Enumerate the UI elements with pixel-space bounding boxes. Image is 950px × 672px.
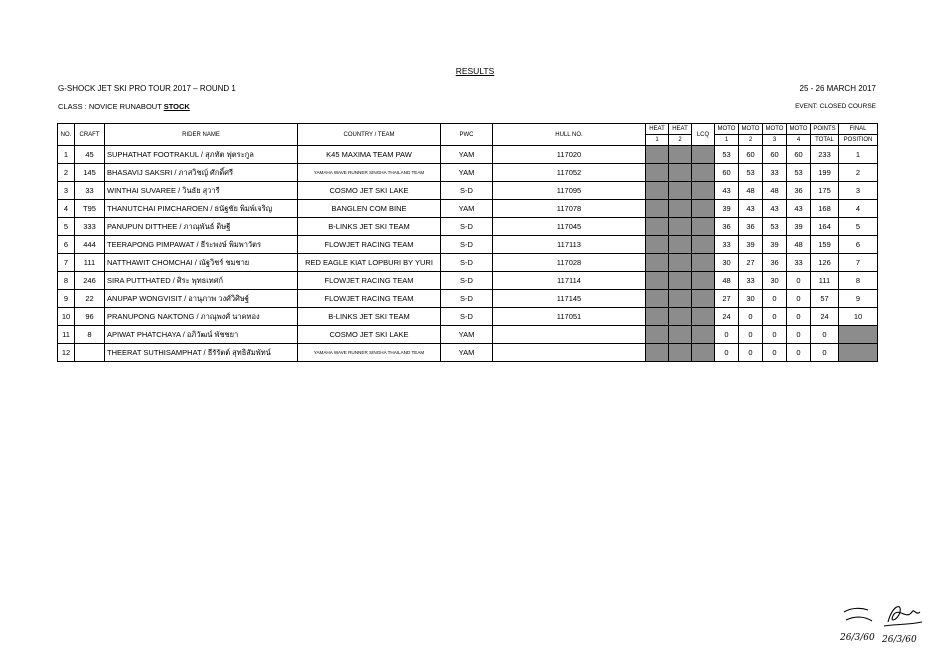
cell-moto3: 43 [763,200,787,218]
cell-lcq [692,308,715,326]
cell-rider: SUPHATHAT FOOTRAKUL / สุภทัต ฟุตระกูล [105,146,298,164]
cell-moto3: 0 [763,326,787,344]
cell-hull: 117052 [493,164,646,182]
cell-moto4: 53 [787,164,811,182]
cell-hull: 117114 [493,272,646,290]
cell-moto1: 36 [715,218,739,236]
cell-pwc: YAM [441,326,493,344]
cell-points: 168 [811,200,839,218]
cell-moto3: 60 [763,146,787,164]
table-row [58,218,878,236]
cell-moto2: 48 [739,182,763,200]
cell-heat1 [646,272,669,290]
cell-moto4: 0 [787,344,811,362]
col-final-sub: POSITION [839,135,878,146]
cell-moto4: 0 [787,290,811,308]
cell-heat2 [669,308,692,326]
cell-moto2: 30 [739,290,763,308]
cell-moto3: 39 [763,236,787,254]
cell-points: 233 [811,146,839,164]
cell-pwc: S-D [441,218,493,236]
cell-moto2: 0 [739,308,763,326]
cell-points: 159 [811,236,839,254]
cell-moto3: 48 [763,182,787,200]
cell-rider: APIWAT PHATCHAYA / อภิวัฒน์ พัชชยา [105,326,298,344]
cell-moto1: 0 [715,326,739,344]
col-rider: RIDER NAME [105,124,298,146]
cell-craft: 111 [75,254,105,272]
cell-rider: WINTHAI SUVAREE / วินธัย สุวารี [105,182,298,200]
cell-moto2: 53 [739,164,763,182]
cell-moto2: 33 [739,272,763,290]
cell-final: 10 [839,308,878,326]
cell-team: COSMO JET SKI LAKE [298,326,441,344]
cell-rider: PANUPUN DITTHEE / ภาณุพันธ์ ดิษฐี [105,218,298,236]
cell-moto4: 0 [787,326,811,344]
cell-heat1 [646,146,669,164]
col-craft: CRAFT [75,124,105,146]
cell-pwc: S-D [441,272,493,290]
cell-points: 126 [811,254,839,272]
cell-heat2 [669,290,692,308]
col-moto4-num: 4 [787,135,811,146]
cell-rider: TEERAPONG PIMPAWAT / ธีระพงษ์ พิมพาวัตร [105,236,298,254]
cell-craft: 246 [75,272,105,290]
cell-final: 3 [839,182,878,200]
cell-heat2 [669,326,692,344]
cell-moto1: 27 [715,290,739,308]
table-row [58,308,878,326]
cell-moto3: 0 [763,344,787,362]
cell-team: YAMAHA WAVE RUNNER SINGHA THAILAND TEAM [298,164,441,182]
cell-final: 7 [839,254,878,272]
cell-lcq [692,236,715,254]
cell-pwc: YAM [441,344,493,362]
page-title: RESULTS [455,66,495,76]
cell-craft: 22 [75,290,105,308]
table-row [58,272,878,290]
cell-moto1: 43 [715,182,739,200]
cell-final [839,344,878,362]
cell-no: 2 [58,164,75,182]
col-moto4: MOTO [787,124,811,135]
cell-craft: T95 [75,200,105,218]
cell-pwc: S-D [441,308,493,326]
cell-craft: 8 [75,326,105,344]
col-no: NO. [58,124,75,146]
signature-1-date: 26/3/60 [840,633,875,643]
cell-no: 10 [58,308,75,326]
cell-lcq [692,200,715,218]
cell-no: 4 [58,200,75,218]
cell-points: 111 [811,272,839,290]
cell-final: 4 [839,200,878,218]
cell-craft: 45 [75,146,105,164]
cell-moto1: 24 [715,308,739,326]
cell-moto2: 36 [739,218,763,236]
cell-heat2 [669,218,692,236]
col-heat2-num: 2 [669,135,692,146]
cell-lcq [692,182,715,200]
cell-moto1: 39 [715,200,739,218]
cell-rider: BHASAVIJ SAKSRI / ภาสวิชญ์ ศักดิ์ศรี [105,164,298,182]
cell-pwc: S-D [441,236,493,254]
col-hull: HULL NO. [493,124,646,146]
cell-points: 175 [811,182,839,200]
col-points: POINTS [811,124,839,135]
cell-heat1 [646,236,669,254]
col-moto2-num: 2 [739,135,763,146]
signature-2 [880,598,938,648]
cell-heat1 [646,218,669,236]
cell-lcq [692,272,715,290]
col-final: FINAL [839,124,878,135]
cell-rider: NATTHAWIT CHOMCHAI / ณัฐวิชร์ ชมชาย [105,254,298,272]
cell-heat1 [646,164,669,182]
col-heat1-num: 1 [646,135,669,146]
col-team: COUNTRY / TEAM [298,124,441,146]
cell-points: 199 [811,164,839,182]
table-row [58,182,878,200]
cell-team: B-LINKS JET SKI TEAM [298,308,441,326]
cell-no: 7 [58,254,75,272]
cell-hull: 117095 [493,182,646,200]
cell-lcq [692,218,715,236]
event-date: 25 - 26 MARCH 2017 [799,84,876,93]
cell-team: FLOWJET RACING TEAM [298,236,441,254]
cell-hull: 117020 [493,146,646,164]
signature-2-date: 26/3/60 [882,635,917,645]
cell-final: 5 [839,218,878,236]
cell-lcq [692,164,715,182]
col-lcq: LCQ [692,124,715,146]
col-moto1-num: 1 [715,135,739,146]
cell-heat1 [646,200,669,218]
cell-pwc: S-D [441,290,493,308]
cell-hull: 117051 [493,308,646,326]
table-row [58,236,878,254]
cell-no: 11 [58,326,75,344]
cell-hull: 117045 [493,218,646,236]
cell-points: 57 [811,290,839,308]
cell-no: 12 [58,344,75,362]
cell-final: 2 [839,164,878,182]
header-row-1 [58,124,878,135]
table-row [58,344,878,362]
cell-final: 1 [839,146,878,164]
cell-lcq [692,326,715,344]
cell-points: 0 [811,326,839,344]
cell-moto4: 60 [787,146,811,164]
cell-final [839,326,878,344]
results-body [58,146,878,362]
cell-moto2: 0 [739,344,763,362]
cell-craft: 145 [75,164,105,182]
cell-heat2 [669,200,692,218]
cell-heat2 [669,254,692,272]
cell-moto4: 0 [787,308,811,326]
cell-moto4: 48 [787,236,811,254]
cell-moto3: 30 [763,272,787,290]
cell-team: YAMAHA WAVE RUNNER SINGHA THAILAND TEAM [298,344,441,362]
cell-lcq [692,146,715,164]
cell-craft: 33 [75,182,105,200]
col-heat1: HEAT [646,124,669,135]
cell-moto1: 60 [715,164,739,182]
cell-heat2 [669,272,692,290]
table-row [58,290,878,308]
class-label [58,102,190,111]
cell-points: 164 [811,218,839,236]
cell-moto3: 53 [763,218,787,236]
cell-team: BANGLEN COM BINE [298,200,441,218]
col-moto3-num: 3 [763,135,787,146]
col-moto1: MOTO [715,124,739,135]
cell-pwc: S-D [441,254,493,272]
cell-no: 9 [58,290,75,308]
cell-hull: 117145 [493,290,646,308]
cell-lcq [692,290,715,308]
cell-rider: THANUTCHAI PIMCHAROEN / ธนัฐชัย พิมพ์เจริญ [105,200,298,218]
table-row [58,326,878,344]
cell-craft: 333 [75,218,105,236]
cell-moto2: 27 [739,254,763,272]
class-prefix: CLASS : NOVICE RUNABOUT [58,102,164,111]
cell-moto2: 43 [739,200,763,218]
cell-final: 8 [839,272,878,290]
col-moto2: MOTO [739,124,763,135]
col-moto3: MOTO [763,124,787,135]
class-highlight: STOCK [163,102,190,111]
event-course: EVENT: CLOSED COURSE [795,103,876,110]
cell-hull: 117028 [493,254,646,272]
cell-pwc: YAM [441,164,493,182]
cell-moto4: 36 [787,182,811,200]
cell-no: 8 [58,272,75,290]
cell-pwc: S-D [441,182,493,200]
cell-heat2 [669,164,692,182]
cell-moto4: 39 [787,218,811,236]
cell-no: 5 [58,218,75,236]
cell-moto2: 39 [739,236,763,254]
cell-craft [75,344,105,362]
cell-moto1: 53 [715,146,739,164]
cell-rider: THEERAT SUTHISAMPHAT / ธีรัรัตต์ สุทธิสัมพัทน์ [105,344,298,362]
cell-hull [493,344,646,362]
cell-points: 24 [811,308,839,326]
cell-moto4: 33 [787,254,811,272]
cell-heat1 [646,308,669,326]
cell-craft: 96 [75,308,105,326]
col-heat2: HEAT [669,124,692,135]
table-row [58,164,878,182]
cell-lcq [692,254,715,272]
cell-moto1: 48 [715,272,739,290]
cell-moto2: 60 [739,146,763,164]
cell-lcq [692,344,715,362]
cell-pwc: YAM [441,200,493,218]
cell-rider: ANUPAP WONGVISIT / อานุภาพ วงศ์วิศิษฐ์ [105,290,298,308]
results-table [57,123,878,362]
cell-moto1: 33 [715,236,739,254]
cell-points: 0 [811,344,839,362]
cell-team: RED EAGLE KIAT LOPBURI BY YURI [298,254,441,272]
cell-moto1: 0 [715,344,739,362]
table-row [58,146,878,164]
cell-craft: 444 [75,236,105,254]
cell-heat2 [669,182,692,200]
cell-heat2 [669,146,692,164]
cell-team: B-LINKS JET SKI TEAM [298,218,441,236]
cell-moto1: 30 [715,254,739,272]
cell-heat1 [646,326,669,344]
col-points-sub: TOTAL [811,135,839,146]
table-row [58,200,878,218]
cell-team: K45 MAXIMA TEAM PAW [298,146,441,164]
cell-pwc: YAM [441,146,493,164]
cell-moto3: 0 [763,290,787,308]
cell-no: 1 [58,146,75,164]
cell-heat1 [646,254,669,272]
col-pwc: PWC [441,124,493,146]
cell-moto4: 43 [787,200,811,218]
cell-no: 6 [58,236,75,254]
cell-team: FLOWJET RACING TEAM [298,290,441,308]
cell-heat1 [646,290,669,308]
cell-hull: 117113 [493,236,646,254]
cell-rider: SIRA PUTTHATED / ศิระ พุทธเทศก์ [105,272,298,290]
cell-hull [493,326,646,344]
cell-team: FLOWJET RACING TEAM [298,272,441,290]
cell-hull: 117078 [493,200,646,218]
cell-team: COSMO JET SKI LAKE [298,182,441,200]
cell-heat2 [669,344,692,362]
cell-moto2: 0 [739,326,763,344]
table-row [58,254,878,272]
cell-heat1 [646,182,669,200]
cell-no: 3 [58,182,75,200]
cell-moto3: 0 [763,308,787,326]
cell-heat1 [646,344,669,362]
cell-rider: PRANUPONG NAKTONG / ภาณุพงศ์ นาคทอง [105,308,298,326]
cell-heat2 [669,236,692,254]
cell-final: 6 [839,236,878,254]
cell-moto3: 33 [763,164,787,182]
event-name: G-SHOCK JET SKI PRO TOUR 2017 – ROUND 1 [58,84,236,93]
cell-moto3: 36 [763,254,787,272]
cell-moto4: 0 [787,272,811,290]
cell-final: 9 [839,290,878,308]
